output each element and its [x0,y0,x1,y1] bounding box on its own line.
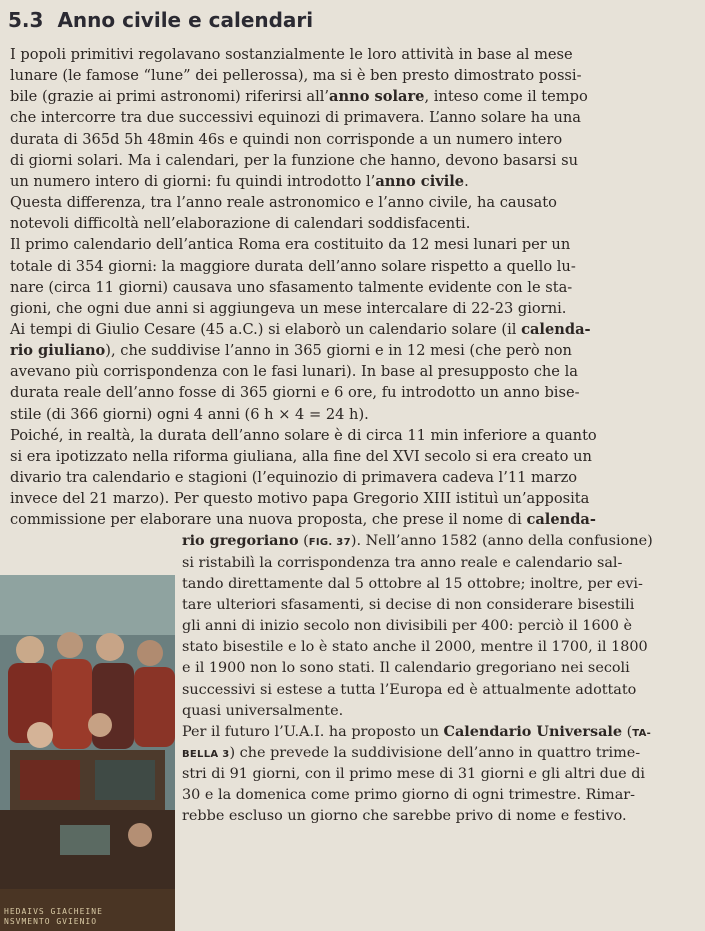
inscription-line-1: HEDAIVS GIACHEINE [4,907,103,916]
text-line: Questa differenza, tra l’anno reale astronomico e l’anno civile, ha causato [10,194,557,212]
text-line: BELLA 3) che prevede la suddivisione dell’anno in quattro trime- [182,744,641,761]
text-line: Poiché, in realtà, la durata dell’anno solare è di circa 11 min inferiore a quanto [10,426,597,444]
text-line: si ristabilì la corrispondenza tra anno reale e calendario sal- [182,554,623,571]
painting-inscription [4,907,103,927]
section-number: 5.3 [8,8,44,32]
text-line: stato bisestile e lo è stato anche il 2000, mentre il 1700, il 1800 [182,639,648,656]
text-line: gli anni di inizio secolo non divisibili per 400: perciò il 1600 è [182,618,633,635]
text-line: bile (grazie ai primi astronomi) riferirsi all’anno solare, inteso come il tempo [10,88,588,106]
text-line: invece del 21 marzo). Per questo motivo papa Gregorio XIII istituì un’apposita [10,490,590,508]
painting-illustration [0,575,175,931]
bold-term: calenda- [526,511,596,529]
text-line: che intercorre tra due successivi equinozi di primavera. L’anno solare ha una [10,109,581,127]
text-line: I popoli primitivi regolavano sostanzialmente le loro attività in base al mese [10,46,573,63]
bold-term: Calendario Universale [443,722,623,740]
figure-reference: FIG. 37 [308,537,351,549]
bold-term: rio giuliano [10,342,106,360]
text-line: notevoli difficoltà nell’elaborazione di calendari soddisfacenti. [10,215,471,233]
text-line: e il 1900 non lo sono stati. Il calendario gregoriano nei secoli [182,660,630,677]
text-line: rebbe escluso un giorno che sarebbe privo di nome e festivo. [182,808,627,825]
text-line: 30 e la domenica come primo giorno di ogni trimestre. Rimar- [182,787,636,804]
text-line: totale di 354 giorni: la maggiore durata dell’anno solare rispetto a quello lu- [10,257,576,275]
text-line: nare (circa 11 giorni) causava uno sfasamento talmente evidente con le sta- [10,278,573,296]
text-line: lunare (le famose “lune” dei pellerossa), ma si è ben presto dimostrato possi- [10,67,582,85]
bold-term: calenda- [521,320,591,338]
text-line: Il primo calendario dell’antica Roma era costituito da 12 mesi lunari per un [10,236,571,254]
text-line: un numero intero di giorni: fu quindi introdotto l’anno civile. [10,172,469,190]
figure-37-painting [0,575,175,931]
section-title-text: Anno civile e calendari [57,8,314,32]
figure-reference: BELLA 3 [182,748,230,760]
text-line: Ai tempi di Giulio Cesare (45 a.C.) si elaborò un calendario solare (il calenda- [10,320,591,338]
inscription-line-2: NSVMENTO GVIENIO [4,917,98,926]
text-line: rio giuliano), che suddivise l’anno in 365 giorni e in 12 mesi (che però non [10,342,572,360]
bold-term: rio gregoriano [182,532,299,550]
bold-term: anno solare [329,88,425,106]
text-line: successivi si estese a tutta l’Europa ed è attualmente adottato [182,681,637,698]
text-line: commissione per elaborare una nuova proposta, che prese il nome di calenda- [10,511,596,529]
text-line: tare ulteriori sfasamenti, si decise di non considerare bisestili [182,596,635,613]
text-line: Per il futuro l’U.A.I. ha proposto un Calendario Universale (TA- [182,722,652,740]
text-line: durata di 365d 5h 48min 46s e quindi non corrisponde a un numero intero [10,130,563,148]
text-line: quasi universalmente. [182,702,344,719]
text-line: rio gregoriano (FIG. 37). Nell’anno 1582 (anno della confusione) [182,532,653,550]
text-line: si era ipotizzato nella riforma giuliana, alla fine del XVI secolo si era creato un [10,447,592,465]
section-title [8,8,313,32]
text-line: durata reale dell’anno fosse di 365 giorni e 6 ore, fu introdotto un anno bise- [10,384,580,402]
text-line: gioni, che ogni due anni si aggiungeva un mese intercalare di 22-23 giorni. [10,299,567,317]
text-line: tando direttamente dal 5 ottobre al 15 ottobre; inoltre, per evi- [182,575,643,592]
figure-reference: TA- [632,727,652,739]
bold-term: anno civile [375,172,465,190]
text-line: di giorni solari. Ma i calendari, per la funzione che hanno, devono basarsi su [10,151,578,169]
text-line: stile (di 366 giorni) ogni 4 anni (6 h × 4 = 24 h). [10,405,369,423]
text-line: avevano più corrispondenza con le fasi lunari). In base al presupposto che la [10,363,578,381]
text-line: stri di 91 giorni, con il primo mese di 31 giorni e gli altri due di [182,766,646,783]
text-line: divario tra calendario e stagioni (l’equinozio di primavera cadeva l’11 marzo [10,469,578,486]
